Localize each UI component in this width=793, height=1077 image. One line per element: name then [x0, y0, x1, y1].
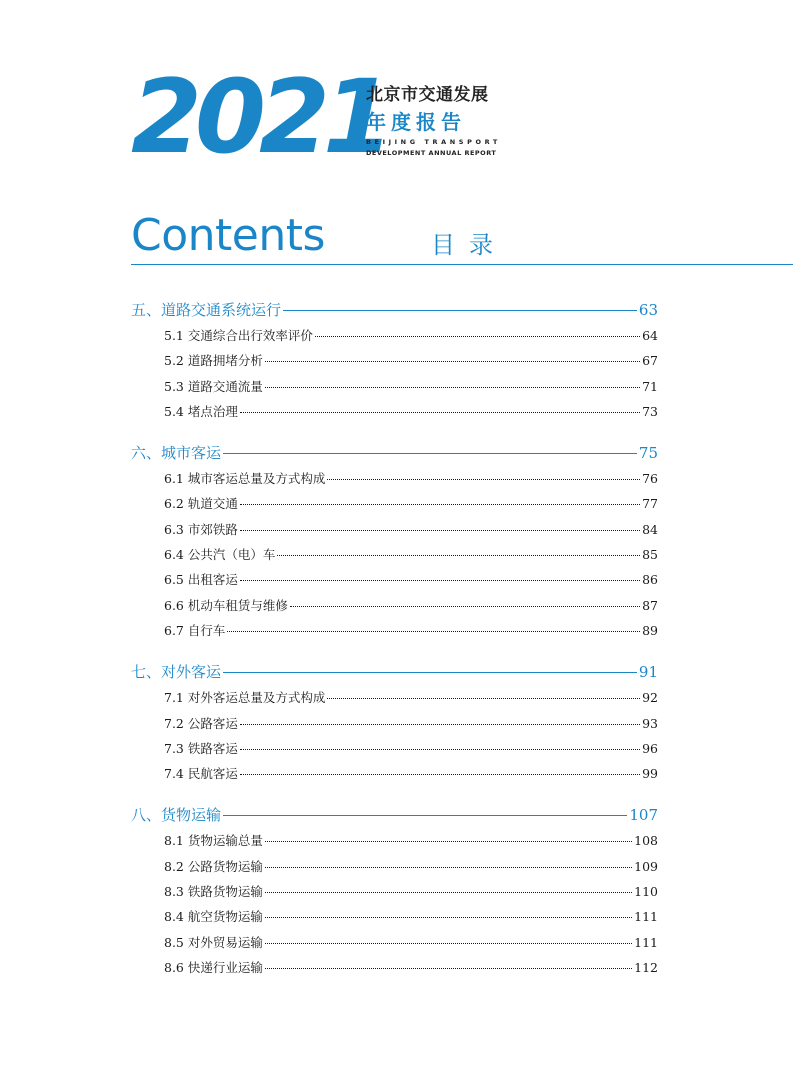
toc-item[interactable] [131, 374, 658, 399]
toc-section[interactable] [131, 802, 658, 828]
toc-item-label: 6.6 机动车租赁与维修 [164, 597, 288, 613]
toc-item[interactable] [131, 879, 658, 904]
heading-cn: 目录 [431, 231, 507, 259]
toc-item-label: 7.1 对外客运总量及方式构成 [164, 690, 326, 706]
toc-item[interactable] [131, 854, 658, 879]
toc-item-page: 67 [642, 353, 658, 369]
toc-section-page: 63 [638, 301, 658, 319]
toc-item-page: 85 [642, 547, 658, 563]
toc-leader-dots [240, 504, 640, 505]
toc-section[interactable] [131, 659, 658, 685]
toc-item[interactable] [131, 323, 658, 348]
toc-leader-dots [240, 749, 640, 750]
toc-item-label: 6.7 自行车 [164, 622, 226, 638]
section-gap [131, 643, 658, 659]
heading-en: Contents [131, 210, 325, 261]
toc-item-page: 64 [642, 328, 658, 343]
toc-item-page: 71 [642, 378, 658, 394]
toc-item-page: 89 [642, 622, 658, 638]
toc-item[interactable] [131, 542, 658, 567]
toc-item-label: 8.1 货物运输总量 [164, 833, 263, 849]
toc-leader-dots [265, 387, 640, 388]
contents-heading [131, 210, 793, 266]
toc-item[interactable] [131, 348, 658, 373]
toc-leader-line [223, 453, 637, 454]
section-gap [131, 786, 658, 802]
toc-item-label: 8.6 快递行业运输 [164, 959, 263, 975]
toc-item-page: 111 [634, 909, 658, 925]
toc-leader-dots [265, 917, 632, 918]
toc-item-label: 8.2 公路货物运输 [164, 858, 263, 874]
toc-leader-dots [315, 336, 640, 337]
section-gap [131, 424, 658, 440]
logo-title-cn-line2: 年度报告 [366, 110, 466, 134]
toc-item[interactable] [131, 491, 658, 516]
toc-item-label: 7.2 公路客运 [164, 715, 238, 731]
toc-section-page: 75 [638, 444, 658, 463]
toc-item-label: 7.4 民航客运 [164, 766, 238, 782]
toc-item[interactable] [131, 618, 658, 643]
toc-item-page: 99 [642, 766, 658, 782]
toc-item[interactable] [131, 761, 658, 786]
toc-item[interactable] [131, 904, 658, 929]
toc-item-label: 8.5 对外贸易运输 [164, 934, 263, 950]
toc-item[interactable] [131, 930, 658, 955]
table-of-contents [131, 297, 658, 980]
toc-item-page: 92 [642, 690, 658, 706]
toc-leader-dots [227, 631, 640, 632]
toc-item[interactable] [131, 685, 658, 710]
toc-leader-dots [265, 892, 632, 893]
toc-item-page: 111 [634, 934, 658, 950]
toc-item[interactable] [131, 466, 658, 491]
toc-leader-dots [290, 606, 640, 607]
toc-item-page: 96 [642, 740, 658, 756]
toc-leader-dots [240, 530, 640, 531]
heading-divider [131, 264, 793, 265]
toc-item-label: 5.3 道路交通流量 [164, 378, 263, 394]
toc-item-label: 8.4 航空货物运输 [164, 909, 263, 925]
toc-section-label: 六、城市客运 [131, 444, 222, 463]
toc-item-label: 5.2 道路拥堵分析 [164, 353, 263, 369]
toc-item-page: 77 [642, 496, 658, 512]
toc-section-label: 七、对外客运 [131, 663, 222, 682]
toc-item-label: 8.3 铁路货物运输 [164, 884, 263, 900]
toc-item-page: 76 [642, 471, 658, 487]
toc-leader-line [223, 672, 637, 673]
toc-item[interactable] [131, 828, 658, 853]
toc-leader-dots [265, 968, 632, 969]
toc-leader-dots [265, 943, 632, 944]
logo-title-en-line2: DEVELOPMENT ANNUAL REPORT [366, 149, 497, 157]
toc-item-page: 109 [634, 858, 658, 874]
toc-item-page: 110 [634, 884, 658, 900]
toc-item-label: 5.4 堵点治理 [164, 403, 238, 419]
toc-item-page: 108 [634, 833, 658, 849]
toc-item-label: 6.1 城市客运总量及方式构成 [164, 471, 326, 487]
logo-year: 2021 [131, 58, 387, 177]
toc-leader-dots [240, 412, 640, 413]
toc-leader-dots [240, 724, 640, 725]
toc-item[interactable] [131, 955, 658, 980]
toc-leader-dots [265, 841, 632, 842]
toc-item-page: 93 [642, 715, 658, 731]
toc-item-label: 6.3 市郊铁路 [164, 521, 238, 537]
toc-item-page: 112 [634, 959, 658, 975]
toc-item-page: 86 [642, 572, 658, 588]
toc-leader-dots [240, 774, 640, 775]
logo-title-cn-line1: 北京市交通发展 [366, 85, 489, 105]
toc-section[interactable] [131, 440, 658, 466]
toc-item-label: 6.4 公共汽（电）车 [164, 547, 276, 563]
logo-title-en-line1: BEIJING TRANSPORT [366, 138, 501, 146]
toc-item-label: 7.3 铁路客运 [164, 740, 238, 756]
toc-item-page: 87 [642, 597, 658, 613]
toc-item[interactable] [131, 593, 658, 618]
toc-leader-dots [240, 580, 640, 581]
toc-item[interactable] [131, 711, 658, 736]
toc-item[interactable] [131, 399, 658, 424]
toc-item[interactable] [131, 567, 658, 592]
toc-section-label: 五、道路交通系统运行 [131, 301, 282, 319]
toc-leader-dots [327, 479, 640, 480]
toc-leader-dots [265, 361, 640, 362]
toc-leader-line [283, 310, 637, 311]
toc-item[interactable] [131, 517, 658, 542]
toc-section-page: 91 [638, 663, 658, 682]
toc-leader-dots [327, 698, 640, 699]
toc-item[interactable] [131, 736, 658, 761]
toc-leader-dots [265, 867, 632, 868]
toc-item-label: 6.5 出租客运 [164, 572, 238, 588]
toc-section-label: 八、货物运输 [131, 806, 222, 825]
toc-section-page: 107 [629, 806, 658, 825]
toc-item-label: 6.2 轨道交通 [164, 496, 238, 512]
toc-leader-dots [277, 555, 640, 556]
toc-leader-line [223, 815, 627, 816]
toc-item-page: 84 [642, 521, 658, 537]
toc-section[interactable] [131, 297, 658, 323]
toc-item-label: 5.1 交通综合出行效率评价 [164, 328, 313, 343]
toc-item-page: 73 [642, 403, 658, 419]
